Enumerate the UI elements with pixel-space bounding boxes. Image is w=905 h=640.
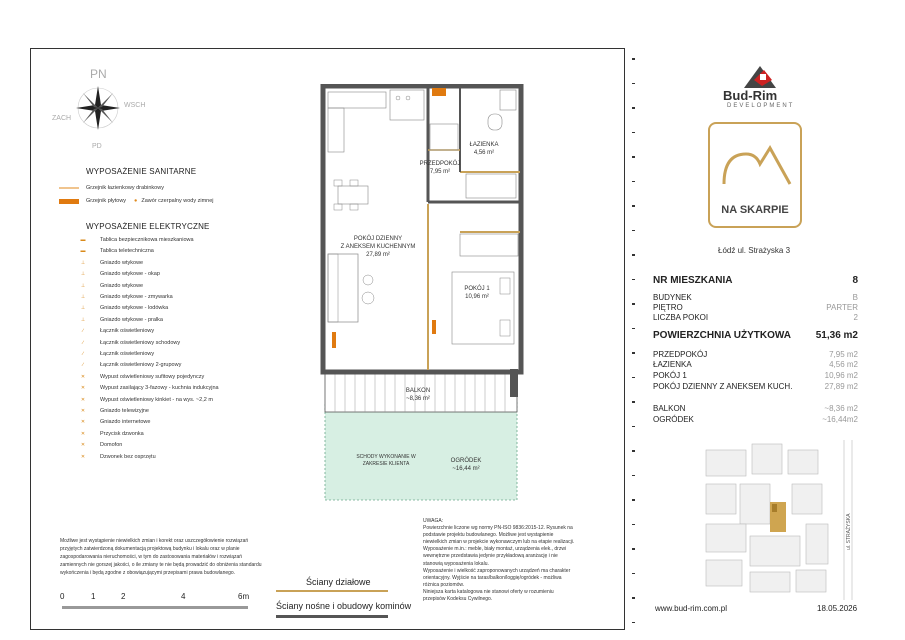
electrical-symbol-icon: ✕ [80, 408, 86, 414]
cut-line [632, 58, 636, 618]
scale-6: 6m [238, 592, 250, 601]
electrical-symbol-icon: ▬ [80, 248, 86, 255]
room-hall-name: PRZEDPOKÓJ [419, 161, 461, 167]
legend-item: ∕ Łącznik oświetleniowy [72, 326, 154, 336]
electrical-symbol-icon: ⊥ [80, 271, 86, 278]
electrical-symbol-icon: ∕ [82, 328, 84, 335]
electrical-symbol-icon: ✕ [80, 396, 86, 403]
legend-item: ∕ Łącznik oświetleniowy [72, 349, 154, 359]
legend-item: ∕ Łącznik oświetleniowy schodowy [72, 338, 180, 348]
legend-item: ⊥ Gniazdo wtykowe - pralka [72, 315, 163, 325]
electrical-symbol-icon: ⊥ [80, 316, 86, 323]
info-row: PRZEDPOKÓJ 7,95 m2 [653, 350, 858, 359]
room-balcony-area: ~8,36 m² [406, 396, 430, 402]
room-bedroom-name: POKÓJ 1 [464, 286, 490, 292]
legend-item: ⊥ Gniazdo wtykowe - lodówka [72, 303, 168, 313]
electrical-symbol-icon: ✕ [80, 442, 86, 449]
electrical-symbol-icon: ▬ [80, 237, 86, 243]
electrical-symbol-icon: ✕ [80, 385, 86, 392]
electrical-symbol-icon: ⊥ [80, 294, 86, 300]
brand-name: Bud-Rim [723, 88, 778, 103]
electrical-symbol-icon: ∕ [82, 351, 84, 357]
info-row: ŁAZIENKA 4,56 m2 [653, 360, 858, 369]
room-balcony-name: BALKON [405, 388, 431, 394]
bearing-wall-sample [276, 615, 388, 618]
room-bathroom-area: 4,56 m² [473, 150, 495, 156]
info-row: POKÓJ 1 10,96 m2 [653, 371, 858, 380]
compass-east: WSCH [124, 102, 146, 109]
room-hall-area: 7,95 m² [429, 169, 451, 175]
footer-date: 18.05.2026 [817, 604, 858, 613]
info-row: PIĘTRO PARTER [653, 303, 858, 312]
address: Łódź ul. Strażyska 3 [718, 246, 791, 255]
legend-item: ▬ Tablica teletechniczna [72, 246, 154, 256]
info-row: BALKON ~8,36 m2 [653, 404, 858, 413]
electrical-symbol-icon: ⊥ [80, 282, 86, 289]
room-garden-area: ~16,44 m² [452, 466, 480, 472]
info-area: POWIERZCHNIA UŻYTKOWA 51,36 m2 [653, 330, 858, 341]
legend-item: ✕ Gniazdo internetowe [72, 417, 150, 427]
notes-uwaga: UWAGA: Powierzchnie liczone wg normy PN-ISO 9836:2015-12. Rysunek na podstawie projektu budowlanego. Możliwe jest wystąpienie niewielkich zmian w projekcie wykonawczym lub na etapie realizacji. Wyposażenie m.in.: meble, biały montaż, urządzenia elek., drzwi wewnętrzne przedstawia jedynie przykładową aranżację i nie stanowią wyposażenia lokalu. Wyposażenie i wielkość zaproponowanych urządzeń ma charakter orientacyjny. Wyjście na taras/balkon/loggię/ogródek - możliwa różnica poziomów. Niniejsza karta katalogowa nie stanowi oferty w rozumieniu przepisów Kodeksu Cywilnego. [423, 518, 575, 603]
legend-item: ⊥ Gniazdo wtykowe - zmywarka [72, 292, 173, 302]
bearing-wall-label: Ściany nośne i obudowy kominów [276, 601, 412, 611]
floor-plan [320, 84, 530, 504]
compass-rose-icon [50, 60, 160, 155]
legend-item: Grzejnik łazienkowy drabinkowy [58, 183, 164, 193]
brand-sub: DEVELOPMENT [727, 103, 795, 109]
partition-wall-label: Ściany działowe [306, 577, 371, 587]
legend-item: ✕ Przycisk dzwonka [72, 429, 144, 439]
ladder-radiator-icon [58, 185, 80, 191]
room-garden-name: OGRÓDEK [450, 458, 482, 464]
project-logo [708, 122, 802, 228]
stairs-note-2: ZAKRESIE KLIENTA [362, 461, 410, 467]
electrical-symbol-icon: ✕ [80, 373, 86, 380]
legend-item: ⊥ Gniazdo wtykowe [72, 258, 143, 268]
electrical-symbol-icon: ✕ [80, 453, 86, 460]
electrical-symbol-icon: ∕ [82, 339, 84, 346]
electrical-symbol-icon: ✕ [80, 419, 86, 426]
legend-item: ⊥ Gniazdo wtykowe - okap [72, 269, 160, 279]
panel-radiator-icon [58, 198, 80, 204]
legend-item: ∕ Łącznik oświetleniowy 2-grupowy [72, 360, 181, 370]
room-bathroom-name: ŁAZIENKA [469, 142, 499, 148]
scale-4: 4 [181, 592, 186, 601]
compass-west: ZACH [52, 115, 72, 122]
legend-item: ✕ Gniazdo telewizyjne [72, 406, 149, 416]
garden-area [325, 402, 517, 500]
legend-item: Grzejnik płytowy ● Zawór czerpalny wody zimnej [58, 196, 214, 206]
info-row: OGRÓDEK ~16,44m2 [653, 415, 858, 424]
scale-0: 0 [60, 592, 65, 601]
scale-bar [62, 606, 248, 609]
street-label: ul. STRAŻYSKA [846, 513, 852, 550]
electrical-symbol-icon: ✕ [80, 430, 86, 437]
sanitary-title: WYPOSAŻENIE SANITARNE [86, 167, 197, 176]
legend-item: ▬ Tablica bezpiecznikowa mieszkaniowa [72, 235, 194, 245]
room-living-area: 27,89 m² [366, 252, 390, 258]
notes-left: Możliwe jest wystąpienie niewielkich zmian i korekt oraz uszczegółowienie rozwiązań przyjętych zatwierdzoną dokumentacją projektową budynku i lokalu oraz w planie zagospodarowania nieruchomości, w tym do zastosowania materiałów i rozwiązań zamiennych nie gorszej jakości, o ile zmiany te nie będą prowadzić do obniżenia standardu wykończenia i będą zgodne z obowiązującymi przepisami prawa budowlanego. [60, 538, 262, 576]
legend-item: ✕ Domofon [72, 440, 122, 450]
electrical-symbol-icon: ∕ [82, 362, 84, 369]
electrical-symbol-icon: ⊥ [80, 305, 86, 312]
scale-2: 2 [121, 592, 126, 601]
legend-item: ✕ Wypust oświetleniowy kinkiet - na wys. ~2,2 m [72, 395, 213, 405]
stairs-note-1: SCHODY WYKONANIE W [356, 454, 416, 460]
legend-item: ⊥ Gniazdo wtykowe [72, 281, 143, 291]
legend-item: ✕ Wypust zasilający 3-fazowy - kuchnia indukcyjna [72, 383, 219, 393]
compass-south: PD [92, 143, 102, 150]
project-name: NA SKARPIE [721, 204, 789, 216]
scale-1: 1 [91, 592, 96, 601]
info-nr: NR MIESZKANIA 8 [653, 275, 858, 286]
electrical-symbol-icon: ⊥ [80, 259, 86, 266]
partition-wall-sample [276, 590, 388, 592]
electrical-title: WYPOSAŻENIE ELEKTRYCZNE [86, 222, 210, 231]
room-living-name: POKÓJ DZIENNY [353, 236, 403, 242]
legend-item: ✕ Wypust oświetleniowy sufitowy pojedynczy [72, 372, 204, 382]
info-row: BUDYNEK B [653, 293, 858, 302]
compass-north: PN [90, 67, 107, 81]
room-living-name2: Z ANEKSEM KUCHENNYM [340, 244, 416, 250]
mountain-logo-icon [716, 134, 796, 194]
legend-item: ✕ Dzwonek bez osprzętu [72, 452, 156, 462]
bud-rim-logo-icon [740, 60, 780, 90]
site-map [700, 440, 870, 600]
info-row: LICZBA POKOI 2 [653, 313, 858, 322]
room-bedroom-area: 10,96 m² [465, 294, 489, 300]
info-row: POKÓJ DZIENNY Z ANEKSEM KUCH. 27,89 m2 [653, 382, 858, 391]
footer-url[interactable]: www.bud-rim.com.pl [655, 604, 728, 613]
